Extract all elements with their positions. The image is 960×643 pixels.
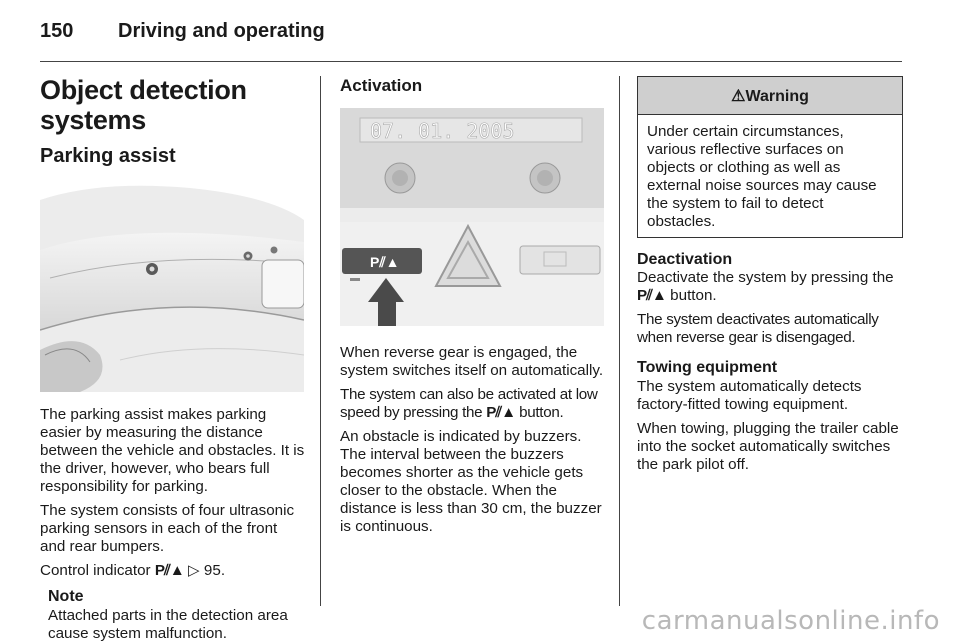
paragraph: When reverse gear is engaged, the system switches itself on automatically. bbox=[340, 344, 604, 380]
column-divider-1 bbox=[320, 76, 321, 606]
warning-text: Under certain circumstances, various reflective surfaces on objects or clothing as well as external noise sources may cause the system to fail to detect obstacles. bbox=[647, 123, 877, 230]
subtitle: Parking assist bbox=[40, 145, 176, 168]
section-title: Driving and operating bbox=[118, 20, 325, 42]
deactivation-heading: Deactivation bbox=[637, 251, 733, 268]
control-indicator-line: Control indicator P⫽▲ ▷ 95. bbox=[40, 562, 226, 580]
bumper-illustration bbox=[40, 180, 304, 392]
park-assist-icon: P⫽▲ bbox=[637, 287, 666, 305]
park-assist-icon: P⫽▲ bbox=[486, 404, 516, 422]
warning-icon: ⚠ bbox=[731, 88, 746, 105]
page-number: 150 bbox=[40, 20, 74, 42]
paragraph: The parking assist makes parking easier by measuring the distance between the vehicle and obstacles. It is the driver, however, who bears full responsibility for parking. bbox=[40, 406, 305, 496]
watermark: carmanualsonline.info bbox=[641, 606, 940, 636]
page-title: Object detection systems bbox=[40, 75, 247, 135]
warning-header bbox=[638, 77, 902, 115]
paragraph: When towing, plugging the trailer cable into the socket automatically switches the park pilot off. bbox=[637, 419, 899, 473]
towing-heading: Towing equipment bbox=[637, 359, 778, 377]
column-3 bbox=[637, 76, 903, 480]
header-rule bbox=[40, 61, 902, 62]
park-symbol-text: P⫽▲ bbox=[370, 254, 400, 271]
activation-heading: Activation bbox=[340, 76, 423, 95]
warning-box bbox=[637, 76, 903, 238]
paragraph: The system consists of four ultrasonic parking sensors in each of the front and rear bumpers. bbox=[40, 502, 295, 556]
note-title: Note bbox=[48, 588, 84, 606]
note-text: Attached parts in the detection area cause system malfunction. bbox=[48, 606, 288, 642]
paragraph: Deactivate the system by pressing the P⫽▲ button. bbox=[637, 269, 894, 305]
paragraph: An obstacle is indicated by buzzers. The interval between the buzzers becomes shorter as the vehicle gets closer to the obstacle. When the distance is less than 30 cm, the buzzer is continuous. bbox=[340, 428, 602, 536]
column-1 bbox=[40, 76, 306, 643]
column-2 bbox=[340, 76, 604, 542]
note-box bbox=[48, 588, 306, 642]
column-divider-2 bbox=[619, 76, 620, 606]
dashboard-button-illustration bbox=[340, 108, 604, 326]
display-text: 07. 01. 2005 bbox=[370, 119, 515, 144]
paragraph: The system automatically detects factory-fitted towing equipment. bbox=[637, 377, 862, 413]
paragraph: The system can also be activated at low speed by pressing the P⫽▲ button. bbox=[340, 386, 598, 422]
reference-arrow-icon: ▷ bbox=[188, 562, 200, 580]
paragraph: The system deactivates automatically when reverse gear is disengaged. bbox=[637, 311, 879, 347]
park-assist-icon: P⫽▲ bbox=[154, 562, 184, 580]
warning-title: Warning bbox=[745, 88, 809, 105]
